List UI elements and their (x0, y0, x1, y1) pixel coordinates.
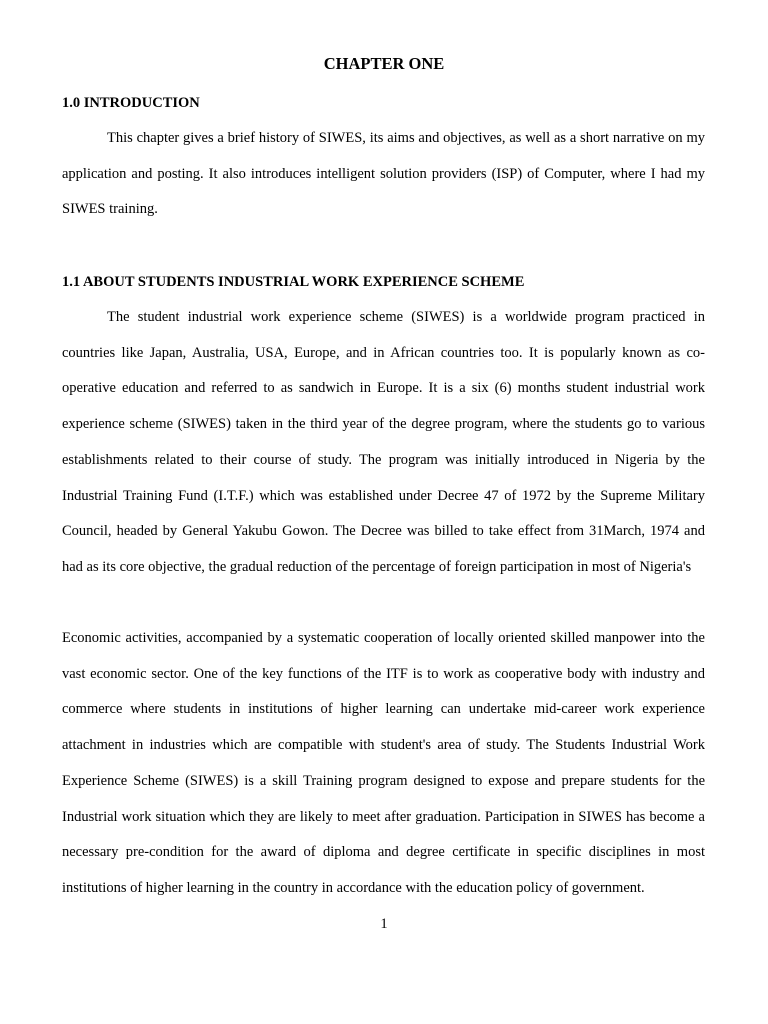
about-siwes-paragraph-1 (62, 300, 705, 586)
about-siwes-paragraph-1-text: The student industrial work experience scheme (SIWES) is a worldwide program practiced in countries like Japan, Australia, USA, Europe, and in African countries too. It is popularly known as co-operative education and referred to as sandwich in Europe. It is a six (6) months student industrial work experience scheme (SIWES) taken in the third year of the degree program, where the students go to various establishments related to their course of study. The program was initially introduced in Nigeria by the Industrial Training Fund (I.T.F.) which was established under Decree 47 of 1972 by the Supreme Military Council, headed by General Yakubu Gowon. The Decree was billed to take effect from 31March, 1974 and had as its core objective, the gradual reduction of the percentage of foreign participation in most of Nigeria's (62, 309, 705, 575)
introduction-paragraph (62, 121, 705, 228)
about-siwes-paragraph-2: Economic activities, accompanied by a systematic cooperation of locally oriented skilled manpower into the vast economic sector. One of the key functions of the ITF is to work as cooperative body with industry and commerce where students in institutions of higher learning can undertake mid-career work experience attachment in industries which are compatible with student's area of study. The Students Industrial Work Experience Scheme (SIWES) is a skill Training program designed to expose and prepare students for the Industrial work situation which they are likely to meet after graduation. Participation in SIWES has become a necessary pre-condition for the award of diploma and degree certificate in specific disciplines in most institutions of higher learning in the country in accordance with the education policy of government. (62, 630, 705, 896)
section-heading-introduction: 1.0 INTRODUCTION (62, 95, 200, 111)
introduction-paragraph-text: This chapter gives a brief history of SIWES, its aims and objectives, as well as a short narrative on my application and posting. It also introduces intelligent solution providers (ISP) of Computer, where I had my SIWES training. (62, 130, 705, 218)
page-number: 1 (380, 916, 388, 932)
chapter-title: CHAPTER ONE (323, 54, 445, 73)
section-heading-about-siwes: 1.1 ABOUT STUDENTS INDUSTRIAL WORK EXPERIENCE SCHEME (62, 274, 525, 290)
